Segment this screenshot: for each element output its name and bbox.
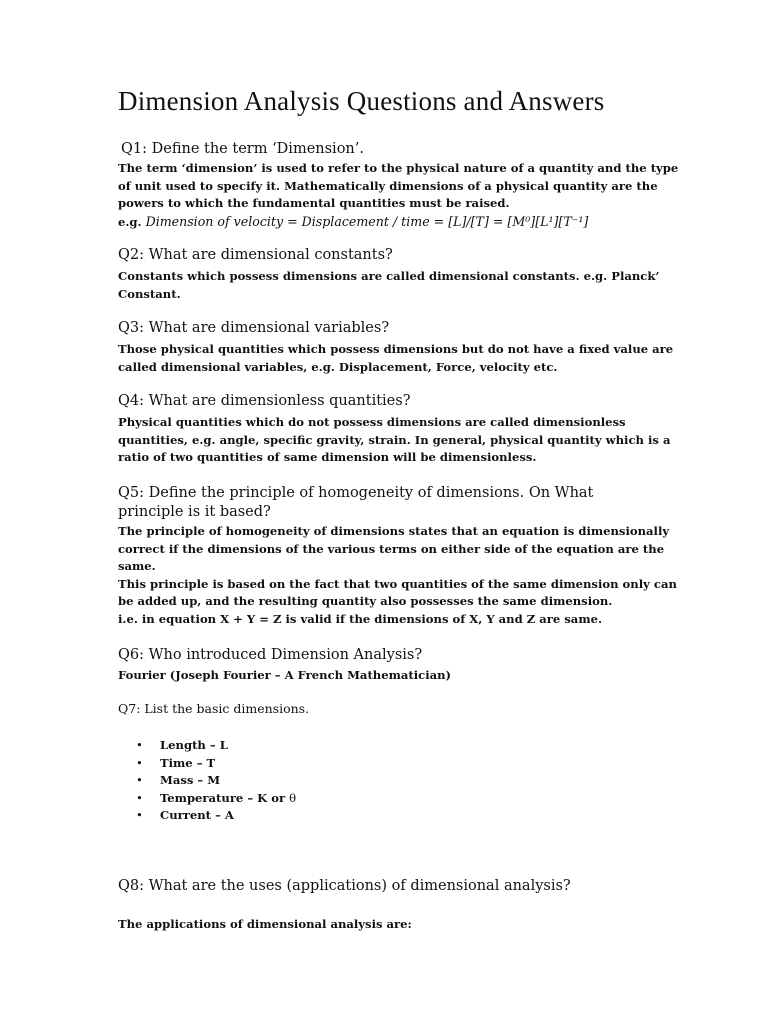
q5-answer	[118, 523, 677, 628]
q5-question: Q5: Define the principle of homogeneity of dimensions. On What principle is it based?	[118, 485, 594, 520]
list-item-text: Current – A	[160, 808, 234, 822]
q5-answer-line-4: This principle is based on the fact that two quantities of the same dimension only can	[118, 576, 677, 591]
q1-example	[118, 213, 648, 232]
q4-answer-line-2: quantities, e.g. angle, specific gravity, strain. In general, physical quantity which is a	[118, 432, 671, 447]
bullet-icon: •	[136, 790, 143, 805]
list-item-text: Temperature – K or	[160, 790, 286, 805]
list-item	[136, 755, 296, 773]
q1-example-prefix: e.g.	[118, 214, 146, 229]
q1-question: Q1: Define the term ‘Dimension’.	[121, 141, 364, 157]
list-item	[136, 807, 296, 825]
q1-answer-line-2: of unit used to specify it. Mathematically dimensions of a physical quantity are the	[118, 178, 658, 193]
q8-intro-text: The applications of dimensional analysis are:	[118, 917, 412, 931]
q5-answer-line-6: i.e. in equation X + Y = Z is valid if the dimensions of X, Y and Z are same.	[118, 611, 602, 626]
q8-question: Q8: What are the uses (applications) of dimensional analysis?	[118, 878, 571, 894]
q4-answer-line-3: ratio of two quantities of same dimension will be dimensionless.	[118, 450, 537, 464]
q2-answer-line-2: Constant.	[118, 286, 181, 301]
q1-answer-line-3: powers to which the fundamental quantities must be raised.	[118, 196, 510, 210]
bullet-icon: •	[136, 808, 143, 822]
list-item-text: Length – L	[160, 738, 228, 752]
q1-example-equation: Dimension of velocity = Displacement / time = [L]/[T] = [M⁰][L¹][T⁻¹]	[145, 213, 589, 229]
q4-answer-line-1: Physical quantities which do not possess dimensions are called dimensionless	[118, 415, 626, 429]
q6-answer	[118, 667, 648, 685]
q4-question: Q4: What are dimensionless quantities?	[118, 393, 411, 409]
q3-answer-line-1: Those physical quantities which possess dimensions but do not have a fixed value are	[118, 342, 674, 356]
basic-dimensions-list	[136, 737, 296, 825]
q5-answer-line-3: same.	[118, 559, 156, 573]
page-title: Dimension Analysis Questions and Answers	[118, 86, 605, 116]
bullet-icon: •	[136, 738, 143, 752]
q8-intro	[118, 916, 648, 934]
q3-answer-line-2: called dimensional variables, e.g. Displacement, Force, velocity etc.	[118, 359, 558, 374]
list-item-text: Time – T	[160, 755, 216, 770]
q3-answer	[118, 341, 674, 376]
q4-answer	[118, 414, 671, 467]
list-item	[136, 772, 296, 790]
q6-question: Q6: Who introduced Dimension Analysis?	[118, 647, 423, 663]
q2-question: Q2: What are dimensional constants?	[118, 247, 393, 263]
q5-answer-line-2: correct if the dimensions of the various terms on either side of the equation are the	[118, 541, 665, 556]
q6-answer-line-1: Fourier (Joseph Fourier – A French Mathematician)	[118, 668, 452, 682]
list-item	[136, 790, 296, 808]
bullet-icon: •	[136, 755, 143, 770]
q2-answer	[118, 268, 660, 303]
list-item	[136, 737, 296, 755]
q1-answer	[118, 160, 679, 231]
q5-answer-line-1: The principle of homogeneity of dimensions states that an equation is dimensionally	[118, 524, 670, 538]
q5-answer-line-5: be added up, and the resulting quantity also possesses the same dimension.	[118, 594, 613, 608]
q7-question: Q7: List the basic dimensions.	[118, 701, 310, 716]
q3-question: Q3: What are dimensional variables?	[118, 320, 390, 336]
theta-symbol: θ	[289, 790, 297, 805]
list-item-text: Mass – M	[160, 773, 221, 787]
q1-answer-line-1: The term ‘dimension’ is used to refer to the physical nature of a quantity and the type	[118, 161, 679, 175]
q2-answer-line-1: Constants which possess dimensions are called dimensional constants. e.g. Planck’	[118, 269, 660, 283]
bullet-icon: •	[136, 773, 143, 787]
